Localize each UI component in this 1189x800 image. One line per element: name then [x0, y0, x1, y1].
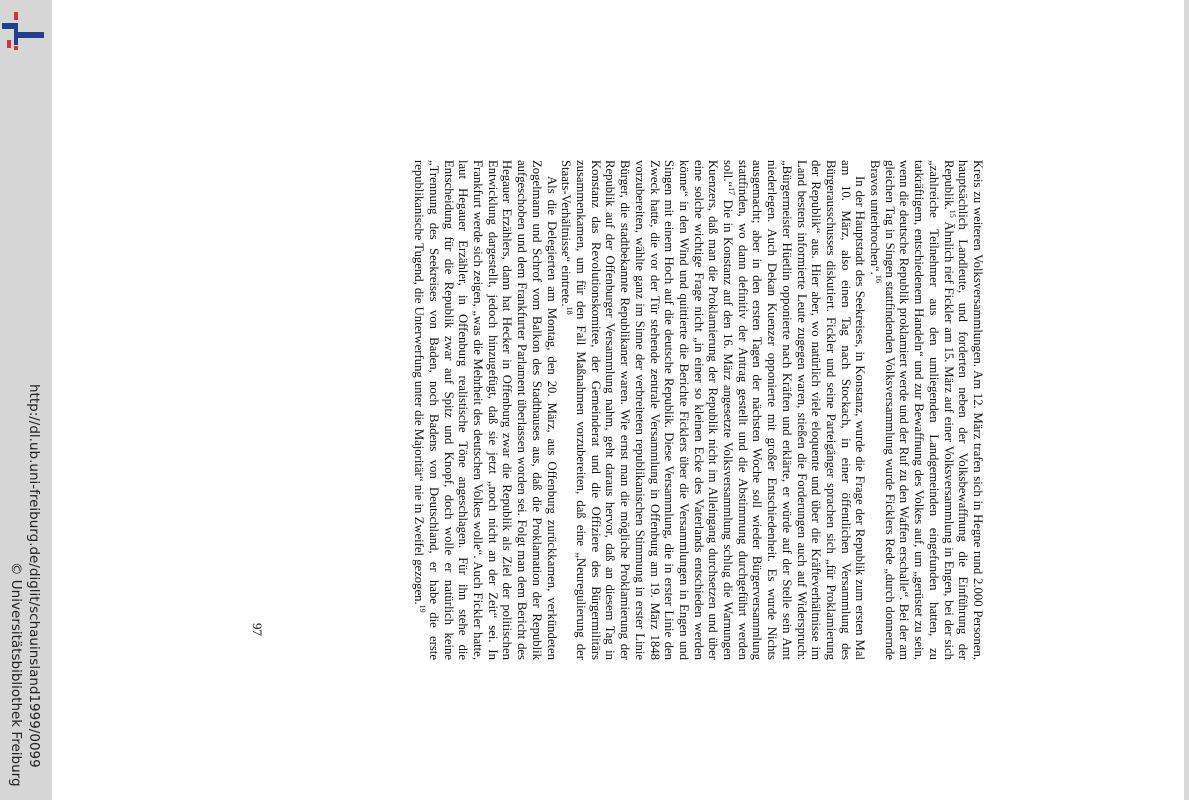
footnote-ref: 17	[727, 187, 737, 196]
footnote-ref: 18	[565, 306, 575, 315]
paragraph-3: Als die Delegierten am Montag, den 20. März, aus Offenburg zurückkamen, verkündeten Zogelmann und Schrof vom Balkon des Stadthauses aus, daß die Proklamation der Republik aufgeschoben und dem Frankfurter Parlament überlassen worden sei. Folgt man dem Bericht des Hegauer Erzählers, dann hat Hecker in Offenburg zwar die Republik als Ziel der politischen Entwicklung dargestellt, jedoch hinzugefügt, daß sie jetzt „noch nicht an der Zeit“ sei. In Frankfurt werde sich zeigen, „was die Mehrheit des deutschen Volkes wolle“. Auch Fickler hatte, laut Hegauer Erzähler, in Offenburg realistische Töne angeschlagen. Für ihn stehe die Entscheidung für die Republik zwar auf Spitz und Knopf, doch wolle er natürlich keine „Trennung des Seekreises von Baden, noch Badens von Deutschland, er habe die erste republikanische Tugend, die Unterwerfung unter die Majorität“ nie in Zweifel gezogen.$^{19}$	[412, 160, 559, 660]
paragraph-2: In der Hauptstadt des Seekreises, in Konstanz, wurde die Frage der Republik zum ersten Mal am 10. März, also einen Tag nach Stockach, in einer öffentlichen Versammlung des Bürgerausschusses diskutiert. Fickler und seine Parteigänger sprachen sich „für Proklamierung der Republik“ aus. Hier aber, wo natürlich viele eloquente und über die Kräfteverhältnisse im Land bestens informierte Leute zugegen waren, stießen die Forderungen auch auf Widerspruch: „Bürgermeister Hüetlin opponierte nach Kräften und erklärte, er würde auf der Stelle sein Amt niederlegen. Auch Dekan Kuenzer opponierte mit großer Entschiedenheit. Es wurde Nichts ausgemacht; aber in den ersten Tagen der nächsten Woche soll wieder Bürgerversammlung stattfinden, wo dann definitiv der Antrag gestellt und die Abstimmung durchgeführt werden soll.“$^{17}$ Die in Konstanz auf den 16. März angesetzte Volksversammlung schlug die Warnungen Kuenzers, daß man die Proklamierung der Republik nicht im Alleingang durchsetzen und über eine solche wichtige Frage nicht „in einer so kleinen Ecke des Vaterlands entschieden werden könne“ in den Wind und quittierte die Berichte Ficklers über die Versammlungen in Engen und Singen mit einem Hoch auf die deutsche Republik. Diese Versammlung, die in erster Linie den Zweck hatte, die vor der Tür stehende zentrale Versammlung in Offenburg am 19. März 1848 vorzubereiten, wählte ganz im Sinne der verbreiteten republikanischen Stimmung in erster Linie Bürger, die stadtbekannte Republikaner waren. Wie ernst man die mögliche Proklamierung der Republik auf der Offenburger Versammlung nahm, geht daraus hervor, daß an diesem Tag in Konstanz das Revolutionskomitee, der Gemeinderat und die Offiziere des Bürgermilitärs zusammenkamen, um für den Fall Maßnahmen vorzubereiten, daß eine „Neuregulierung der Staats-Verhältnisse“ eintrete.$^{18}$	[559, 160, 868, 660]
ub-freiburg-logo-icon	[2, 10, 44, 50]
source-url[interactable]: http://dl.ub.uni-freiburg.de/diglit/schauinsland1999/0099	[26, 384, 42, 768]
footnote-ref: 16	[874, 274, 884, 283]
footnote-ref: 15	[947, 209, 957, 218]
sidebar	[0, 0, 52, 800]
copyright-notice: © Universitätsbibliothek Freiburg	[8, 562, 24, 787]
paragraph-1: Kreis zu weiteren Volksversammlungen. Am 12. März trafen sich in Hegne rund 2.000 Personen, hauptsächlich Landleute, und forderten neben der Volksbewaffnung die Einführung der Republik.$^{15}$ Ähnlich rief Fickler am 15. März auf einer Volksversammlung in Engen, bei der sich „zahlreiche Teilnehmer aus den umliegenden Landgemeinden eingefunden hatten, zu tatkräftigem, entschiedenem Handeln“ und zur Bewaffnung des Volkes auf, um „gerüstet zu sein, wenn die deutsche Republik proklamiert werde und der Ruf zu den Waffen erschalle“. Bei der am gleichen Tag in Singen stattfindenden Volksversammlung wurde Ficklers Rede „durch donnernde Bravos unterbrochen“.$^{16}$	[868, 160, 985, 660]
footnote-ref: 19	[418, 604, 428, 613]
page-number: 97	[250, 623, 265, 636]
scanned-page-text	[280, 160, 985, 660]
scroll-edge	[1184, 0, 1189, 800]
